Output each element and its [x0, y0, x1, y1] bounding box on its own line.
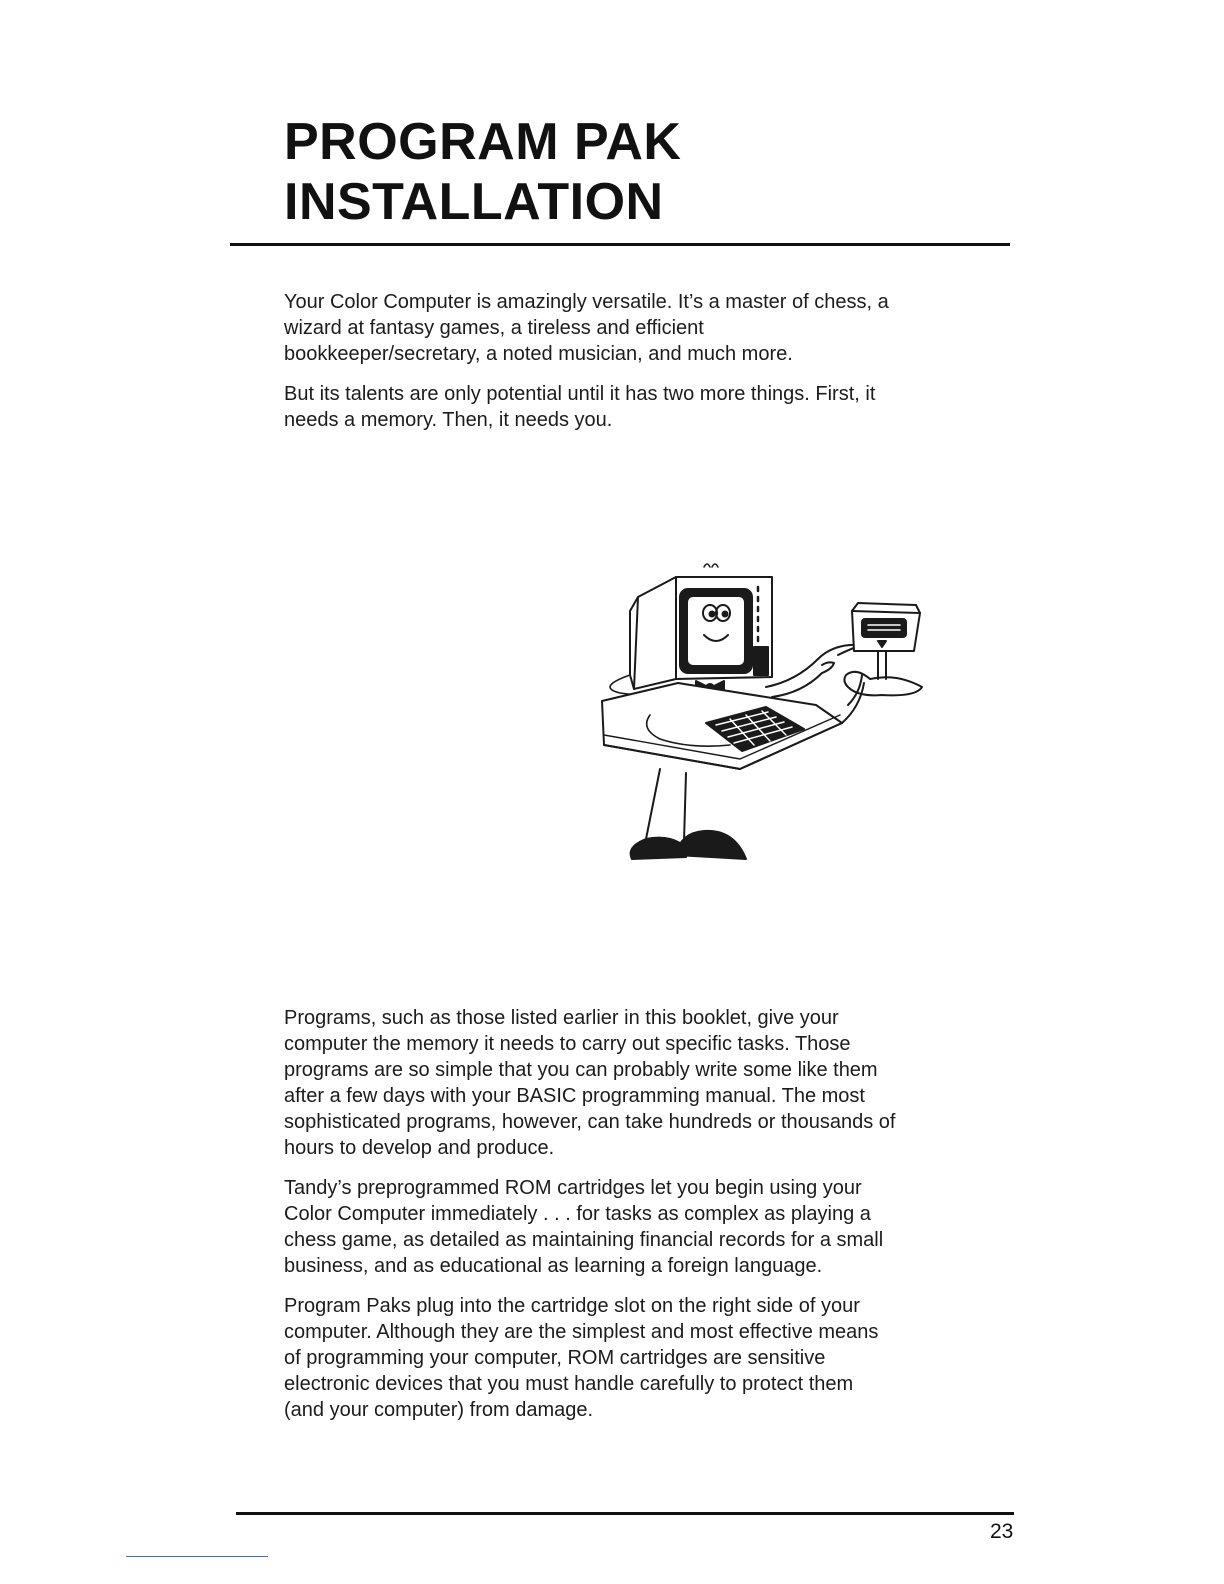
text-line: sophisticated programs, however, can take hundreds or thousands of	[284, 1111, 896, 1133]
title-line-1: PROGRAM PAK	[284, 113, 682, 171]
page-title	[284, 112, 681, 232]
text-line: Programs, such as those listed earlier in this booklet, give your	[284, 1007, 839, 1029]
page-number: 23	[990, 1520, 1014, 1543]
text-line: after a few days with your BASIC programming manual. The most	[284, 1085, 865, 1107]
text-line: bookkeeper/secretary, a noted musician, and much more.	[284, 343, 793, 365]
blue-underline-divider	[126, 1556, 268, 1557]
footer-divider	[236, 1512, 1014, 1515]
title-divider	[230, 243, 1010, 246]
paragraph-intro	[284, 289, 889, 367]
text-line: Program Paks plug into the cartridge slot on the right side of your	[284, 1295, 860, 1317]
text-line: computer. Although they are the simplest and most effective means	[284, 1321, 879, 1343]
title-line-2: INSTALLATION	[284, 173, 664, 231]
text-line: electronic devices that you must handle carefully to protect them	[284, 1373, 854, 1395]
text-line: needs a memory. Then, it needs you.	[284, 409, 613, 431]
text-line: (and your computer) from damage.	[284, 1399, 594, 1421]
text-line: chess game, as detailed as maintaining financial records for a small	[284, 1229, 884, 1251]
text-line: business, and as educational as learning a foreign language.	[284, 1255, 823, 1277]
text-line: Color Computer immediately . . . for tasks as complex as playing a	[284, 1203, 871, 1225]
paragraph-potential	[284, 381, 875, 433]
text-line: wizard at fantasy games, a tireless and efficient	[284, 317, 704, 339]
cartoon-computer-holding-cartridge-icon	[590, 555, 930, 885]
paragraph-program-paks	[284, 1293, 878, 1423]
paragraph-rom-cartridges	[284, 1175, 883, 1279]
text-line: But its talents are only potential until it has two more things. First, it	[284, 383, 876, 405]
paragraph-programs	[284, 1005, 895, 1161]
text-line: hours to develop and produce.	[284, 1137, 555, 1159]
text-line: Your Color Computer is amazingly versatile. It’s a master of chess, a	[284, 291, 889, 313]
text-line: Tandy’s preprogrammed ROM cartridges let you begin using your	[284, 1177, 862, 1199]
text-line: computer the memory it needs to carry out specific tasks. Those	[284, 1033, 851, 1055]
text-line: of programming your computer, ROM cartridges are sensitive	[284, 1347, 826, 1369]
text-line: programs are so simple that you can probably write some like them	[284, 1059, 878, 1081]
